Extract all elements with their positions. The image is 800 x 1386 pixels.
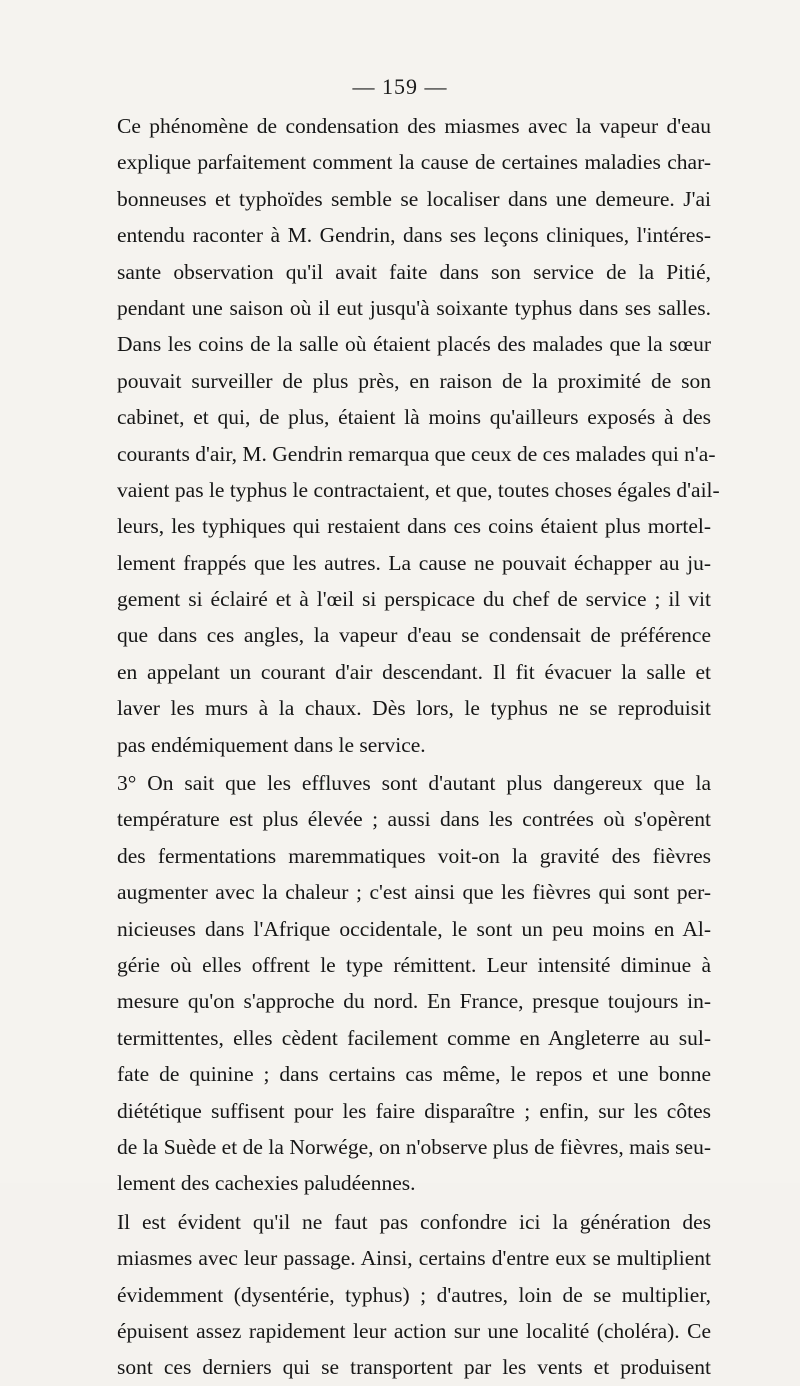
text-line: en appelant un courant d'air descendant. Il fit évacuer la salle et [117, 659, 711, 684]
text-line: bonneuses et typhoïdes semble se localiser dans une demeure. J'ai [117, 186, 711, 211]
text-line: nicieuses dans l'Afrique occidentale, le sont un peu moins en Al- [117, 916, 711, 941]
body-text [117, 108, 720, 1386]
text-line: de la Suède et de la Norwége, on n'observe plus de fièvres, mais seu- [117, 1134, 711, 1159]
text-line: leurs, les typhiques qui restaient dans ces coins étaient plus mortel- [117, 514, 711, 539]
text-line: gement si éclairé et à l'œil si perspicace du chef de service ; il vit [117, 587, 711, 612]
text-line: évidemment (dysentérie, typhus) ; d'autres, loin de se multiplier, [117, 1282, 711, 1307]
text-line: pendant une saison où il eut jusqu'à soixante typhus dans ses salles. [117, 295, 711, 320]
text-line: explique parfaitement comment la cause de certaines maladies char- [117, 150, 711, 175]
text-line: cabinet, et qui, de plus, étaient là moins qu'ailleurs exposés à des [117, 405, 711, 430]
text-line: courants d'air, M. Gendrin remarqua que ceux de ces malades qui n'a- [117, 441, 716, 466]
text-line: entendu raconter à M. Gendrin, dans ses leçons cliniques, l'intéres- [117, 223, 711, 248]
text-line: laver les murs à la chaux. Dès lors, le typhus ne se reproduisit [117, 696, 711, 721]
text-line: diététique suffisent pour les faire disparaître ; enfin, sur les côtes [117, 1098, 711, 1123]
text-line: épuisent assez rapidement leur action sur une localité (choléra). Ce [117, 1318, 711, 1343]
text-line: termittentes, elles cèdent facilement comme en Angleterre au sul- [117, 1025, 711, 1050]
text-line: sante observation qu'il avait faite dans son service de la Pitié, [117, 259, 711, 284]
paragraph-effluves [117, 765, 711, 1202]
page-number: — 159 — [352, 74, 448, 99]
text-line: lement frappés que les autres. La cause ne pouvait échapper au ju- [117, 550, 711, 575]
text-line: pas endémiquement dans le service. [117, 732, 426, 757]
text-line: fate de quinine ; dans certains cas même, le repos et une bonne [117, 1062, 711, 1087]
text-line: Ce phénomène de condensation des miasmes avec la vapeur d'eau [117, 114, 711, 138]
text-line: pouvait surveiller de plus près, en raison de la proximité de son [117, 368, 711, 393]
text-line: température est plus élevée ; aussi dans les contrées où s'opèrent [117, 807, 711, 832]
text-line: augmenter avec la chaleur ; c'est ainsi que les fièvres qui sont per- [117, 880, 711, 905]
text-line: 3° On sait que les effluves sont d'autant plus dangereux que la [117, 771, 711, 796]
text-line: que dans ces angles, la vapeur d'eau se condensait de préférence [117, 623, 711, 648]
text-line: lement des cachexies paludéennes. [117, 1171, 416, 1196]
text-line: Il est évident qu'il ne faut pas confondre ici la génération des [117, 1209, 711, 1234]
text-line: gérie où elles offrent le type rémittent. Leur intensité diminue à [117, 952, 711, 977]
paragraph-condensation [117, 108, 720, 763]
text-line: vaient pas le typhus le contractaient, et que, toutes choses égales d'ail- [117, 477, 720, 502]
text-line: sont ces derniers qui se transportent par les vents et produisent [117, 1355, 711, 1380]
text-line: Dans les coins de la salle où étaient placés des malades que la sœur [117, 332, 711, 357]
text-line: mesure qu'on s'approche du nord. En France, presque toujours in- [117, 989, 711, 1014]
text-line: des fermentations maremmatiques voit-on la gravité des fièvres [117, 843, 711, 868]
text-line: miasmes avec leur passage. Ainsi, certains d'entre eux se multiplient [117, 1246, 711, 1271]
paragraph-generation [117, 1204, 711, 1386]
